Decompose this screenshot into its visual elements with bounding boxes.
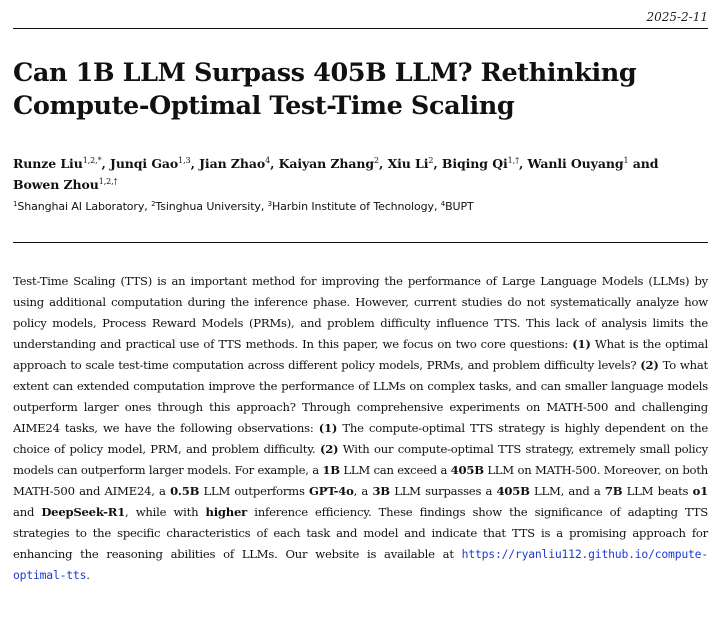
affiliation-list: $^1$Shanghai AI Laboratory, $^2$Tsinghua University, $^3$Harbin Institute of Technology, $^4$BUPT xyxy=(13,200,474,213)
abstract: Test-Time Scaling (TTS) is an important method for improving the performance of Large Language Models (LLMs) by using additional computation during the inference phase. However, current studies do not systematically analyze how policy models, Process Reward Models (PRMs), and problem difficulty influence TTS. This lack of analysis limits the understanding and practical use of TTS methods. In this paper, we focus on two core questions: (1) What is the optimal approach to scale test-time computation across different policy models, PRMs, and problem difficulty levels? (2) To what extent can extended computation improve the performance of LLMs on complex tasks, and can smaller language models outperform larger ones through this approach? Through comprehensive experiments on MATH-500 and challenging AIME24 tasks, we have the following observations: (1) The compute-optimal TTS strategy is highly dependent on the choice of policy model, PRM, and problem difficulty. (2) With our compute-optimal TTS strategy, extremely small policy models can outperform larger models. For example, a 1B LLM can exceed a 405B LLM on MATH-500. Moreover, on both MATH-500 and AIME24, a 0.5B LLM outperforms GPT-4o, a 3B LLM surpasses a 405B LLM, and a 7B LLM beats o1 and DeepSeek-R1, while with higher inference efficiency. These findings show the significance of adapting TTS strategies to the specific characteristics of each task and model and indicate that TTS is a promising approach for enhancing the reasoning abilities of LLMs. Our website is available at https://ryanliu112.github.io/compute-optimal-tts. xyxy=(13,274,709,582)
website-link[interactable]: https://ryanliu112.github.io/compute-optimal-tts xyxy=(13,547,708,582)
author-affiliation-marker: 4 xyxy=(265,156,271,165)
title-line-1: Can 1B LLM Surpass 405B LLM? Rethinking xyxy=(13,58,637,88)
author-affiliation-marker: 1 xyxy=(623,156,629,165)
affiliation: Tsinghua University xyxy=(155,200,261,213)
affiliation: Shanghai AI Laboratory xyxy=(17,200,145,213)
author-name: Biqing Qi xyxy=(441,156,508,171)
author-name: Runze Liu xyxy=(13,156,83,171)
author-name: Jian Zhao xyxy=(199,156,266,171)
title-line-2: Compute-Optimal Test-Time Scaling xyxy=(13,91,515,121)
author-list: Runze Liu$^{1,2,*}$, Junqi Gao$^{1,3}$, Jian Zhao$^4$, Kaiyan Zhang$^2$, Xiu Li$^2$, Biqing $Qi^{1,\dagger}$, Wanli Ouyang$^1$ and Bowen Zhou$^{1,2,\dagger}$ xyxy=(13,156,659,192)
author-affiliation-marker: 2 xyxy=(374,156,380,165)
paper-title xyxy=(13,57,708,123)
header-rule xyxy=(13,28,708,29)
affiliation: BUPT xyxy=(445,200,474,213)
author-affiliation-marker: 1,2,* xyxy=(82,156,102,165)
author-affiliation-marker: 1,2,† xyxy=(98,177,118,186)
author-affiliation-marker: 2 xyxy=(428,156,434,165)
author-affiliation-marker: 1,3 xyxy=(178,156,191,165)
author-name: Junqi Gao xyxy=(110,156,179,171)
author-name: Xiu Li xyxy=(387,156,429,171)
paper-date: 2025-2-11 xyxy=(646,10,708,24)
author-name: Wanli Ouyang xyxy=(527,156,624,171)
author-name: Kaiyan Zhang xyxy=(278,156,375,171)
affiliation: Harbin Institute of Technology xyxy=(272,200,434,213)
section-rule xyxy=(13,242,708,243)
author-name: Bowen Zhou xyxy=(13,177,99,192)
author-affiliation-marker: 1,† xyxy=(507,156,519,165)
